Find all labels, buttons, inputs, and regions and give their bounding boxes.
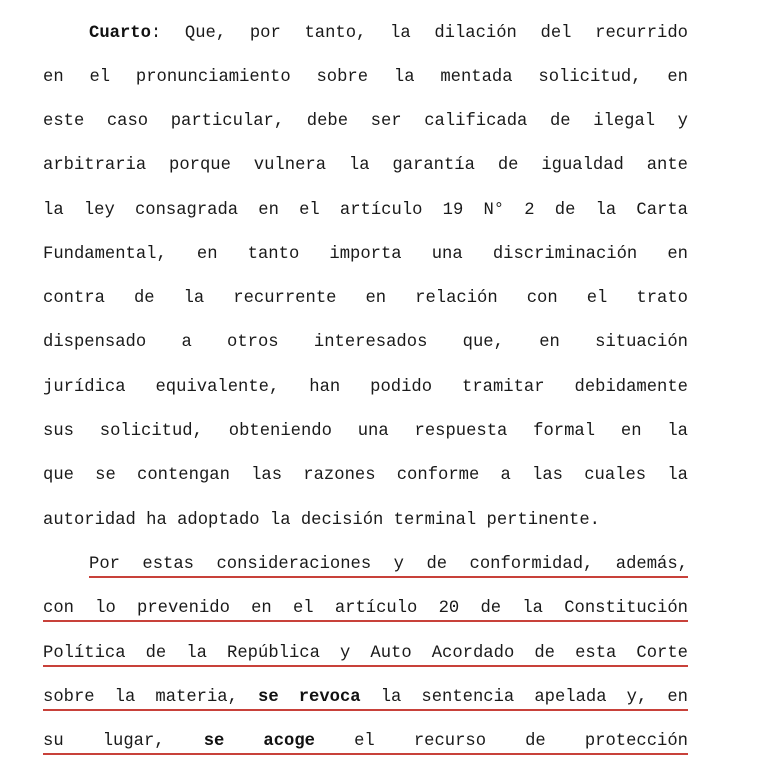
text-line: contra de la recurrente en relación con el trato: [43, 289, 688, 308]
text-line: la ley consagrada en el artículo 19 N° 2 de la Carta: [43, 201, 688, 220]
text-line: que se contengan las razones conforme a las cuales la: [43, 466, 688, 485]
section-heading: Cuarto: [89, 24, 151, 43]
underline-mark: [43, 709, 688, 711]
text-line: en el pronunciamiento sobre la mentada solicitud, en: [43, 68, 688, 87]
text-line: jurídica equivalente, han podido tramitar debidamente: [43, 378, 688, 397]
line-text: sobre la materia,: [43, 688, 238, 707]
underlined-line: con lo prevenido en el artículo 20 de la Constitución: [43, 599, 688, 618]
underlined-line: [43, 728, 688, 756]
text-line: [89, 20, 688, 48]
line-text: su lugar,: [43, 732, 165, 751]
underlined-line: [43, 684, 688, 712]
line-text: la sentencia apelada y, en: [380, 688, 688, 707]
text-line: arbitraria porque vulnera la garantía de igualdad ante: [43, 156, 688, 175]
text-line: este caso particular, debe ser calificada de ilegal y: [43, 112, 688, 131]
ruling-revoca: se revoca: [258, 688, 361, 707]
underlined-line: Por estas consideraciones y de conformidad, además,: [89, 555, 688, 574]
line-text: : Que, por tanto, la dilación del recurrido: [150, 24, 688, 43]
underline-mark: [43, 665, 688, 667]
underline-mark: [89, 576, 688, 578]
text-line: dispensado a otros interesados que, en situación: [43, 333, 688, 352]
underline-mark: [43, 753, 688, 755]
underlined-line: Política de la República y Auto Acordado de esta Corte: [43, 644, 688, 663]
text-line: Fundamental, en tanto importa una discriminación en: [43, 245, 688, 264]
text-line: autoridad ha adoptado la decisión terminal pertinente.: [43, 511, 600, 530]
underline-mark: [43, 620, 688, 622]
text-line: sus solicitud, obteniendo una respuesta formal en la: [43, 422, 688, 441]
ruling-acoge: se acoge: [203, 732, 315, 751]
line-text: el recurso de protección: [354, 732, 688, 751]
